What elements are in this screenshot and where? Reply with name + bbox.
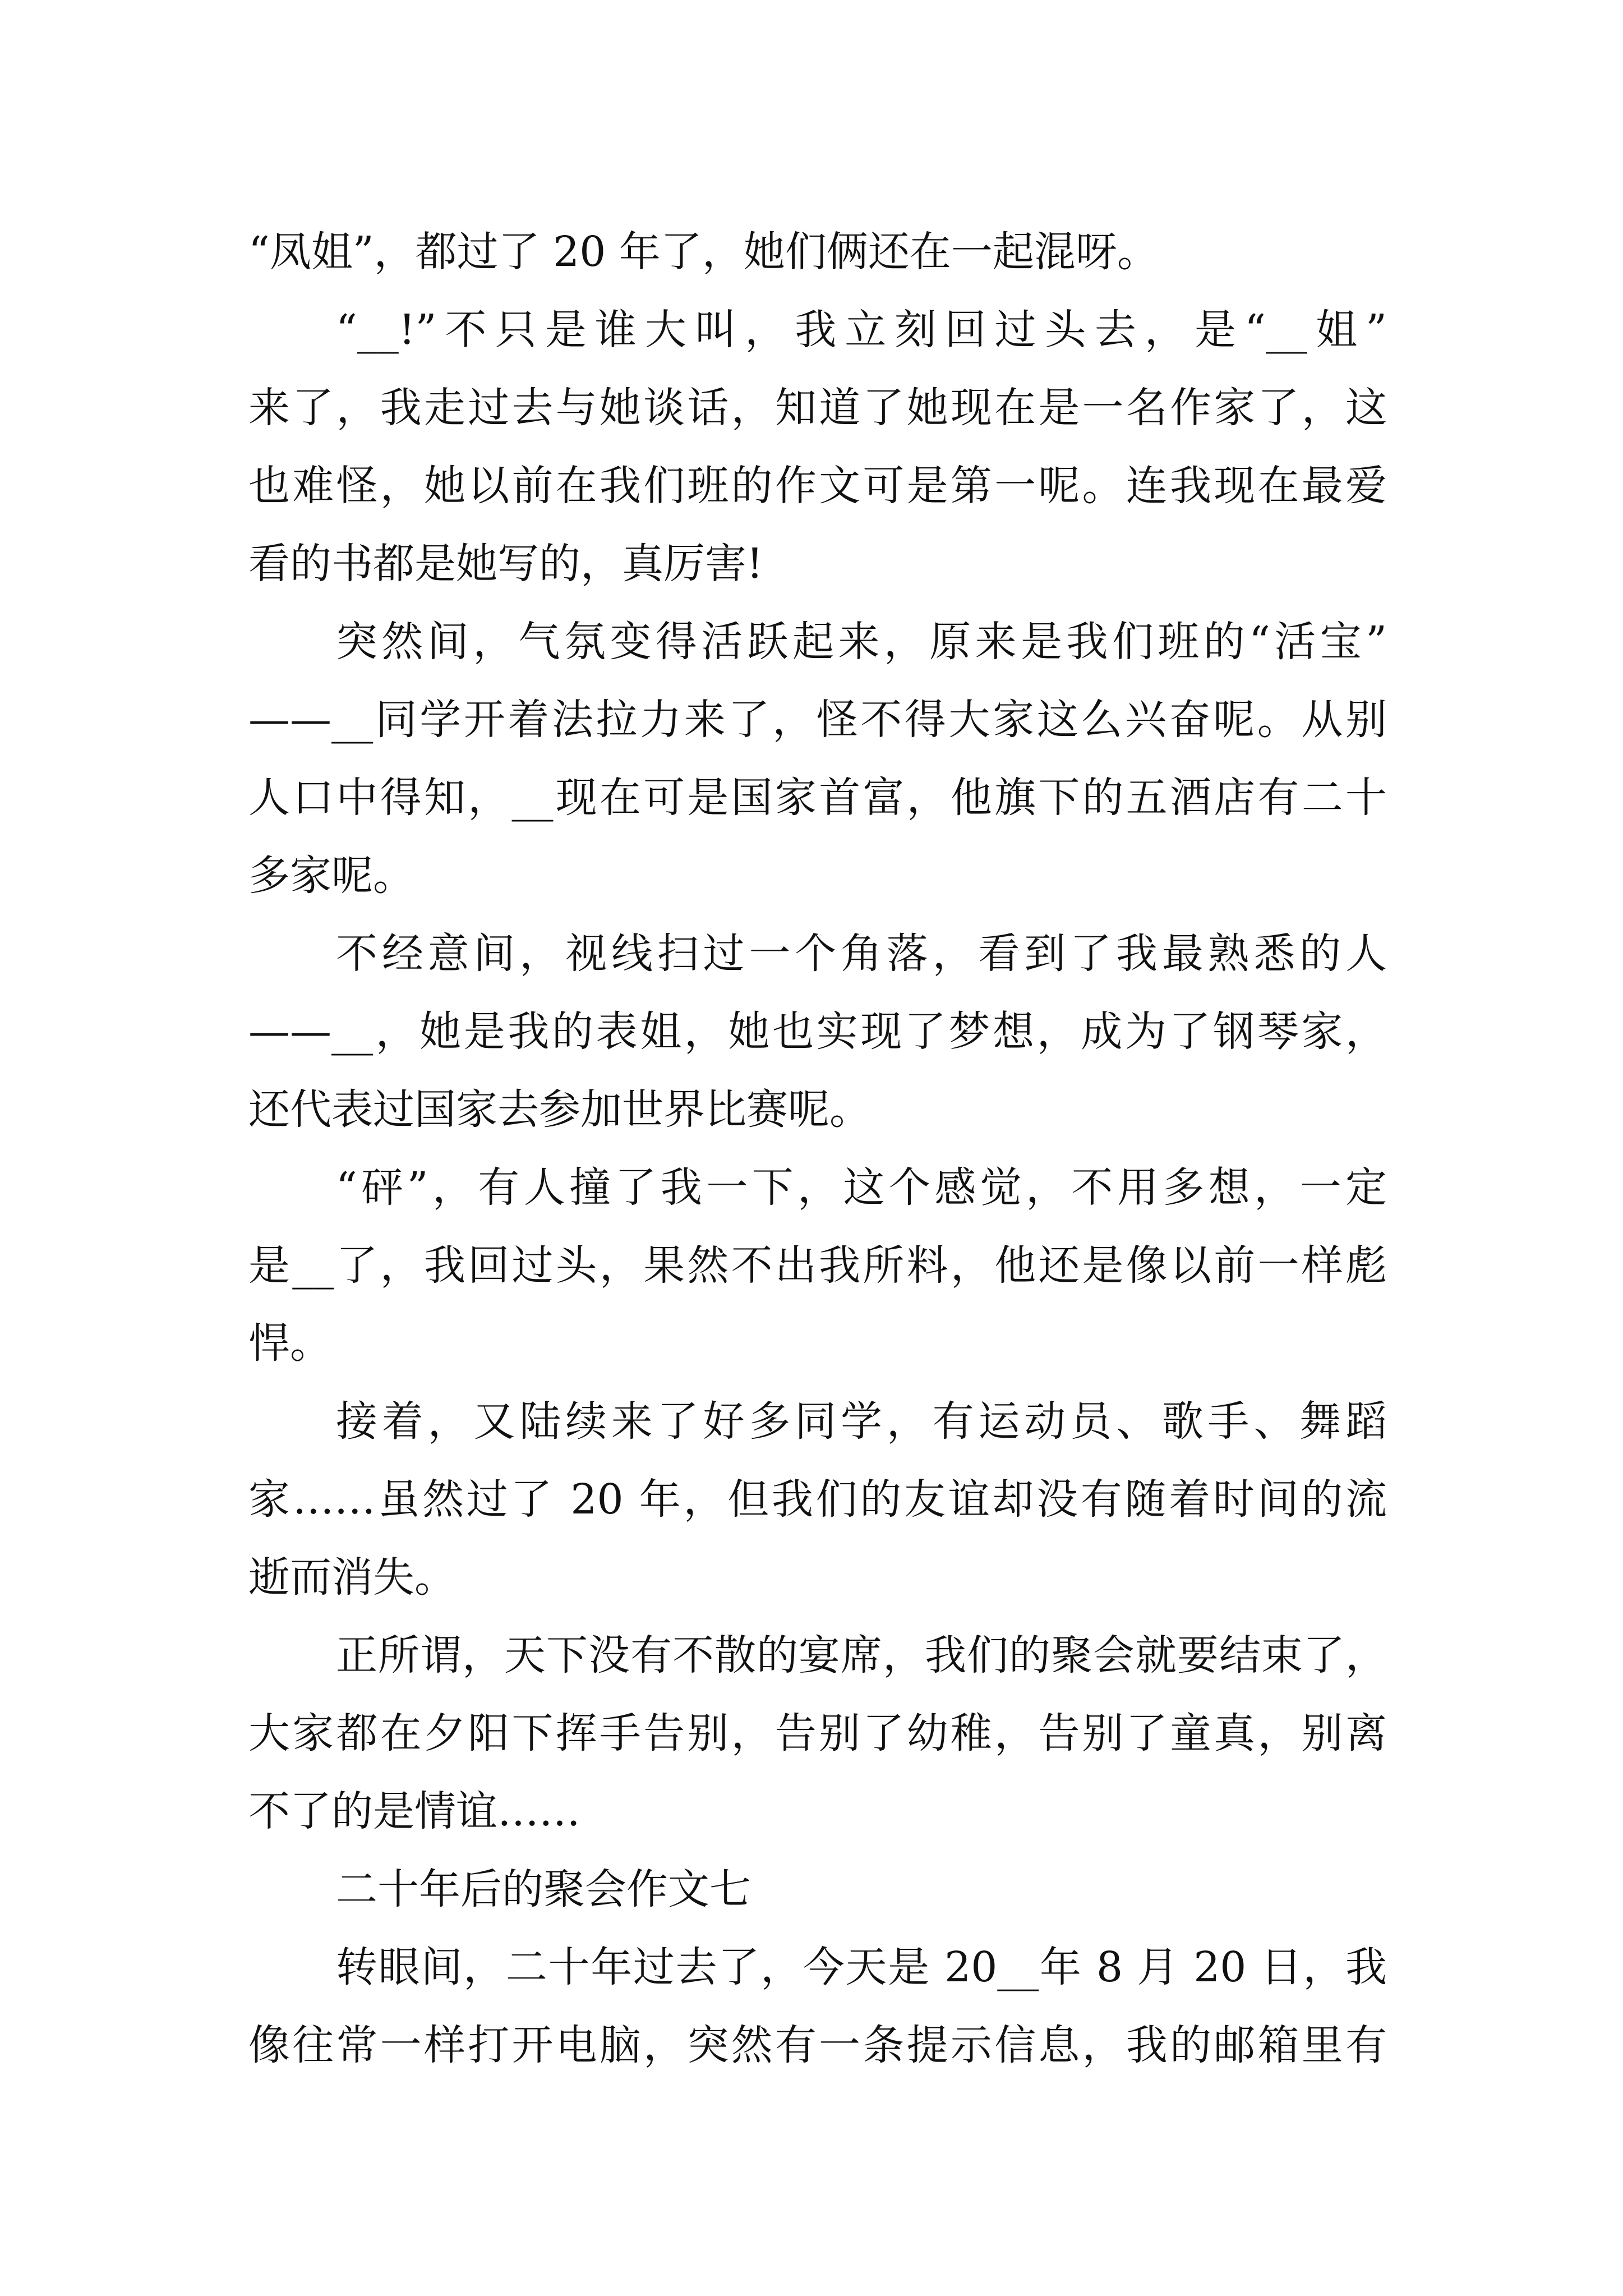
text-line: 悍。 (248, 1319, 331, 1368)
text-line: 接着，又陆续来了好多同学，有运动员、歌手、舞蹈 (336, 1397, 1387, 1446)
text-line: 转眼间，二十年过去了，今天是 20__年 8 月 20 日，我 (336, 1943, 1387, 1991)
text-line: 正所谓，天下没有不散的宴席，我们的聚会就要结束了， (336, 1631, 1387, 1680)
text-line: 不经意间，视线扫过一个角落，看到了我最熟悉的人 (336, 930, 1387, 978)
paragraph (248, 603, 1387, 915)
paragraph (248, 1929, 1387, 2085)
essay-text (248, 213, 1387, 2085)
text-line: 像往常一样打开电脑，突然有一条提示信息，我的邮箱里有 (248, 2021, 1387, 2069)
paragraph (248, 915, 1387, 1149)
paragraph (248, 291, 1387, 603)
text-line: “砰”，有人撞了我一下，这个感觉，不用多想，一定 (336, 1163, 1387, 1212)
paragraph (248, 213, 1387, 291)
text-line: 人口中得知，__现在可是国家首富，他旗下的五酒店有二十 (248, 774, 1387, 822)
text-line: 不了的是情谊…… (248, 1787, 580, 1835)
text-line: 多家呢。 (248, 852, 414, 900)
paragraph (248, 1383, 1387, 1617)
text-line: 家……虽然过了 20 年，但我们的友谊却没有随着时间的流 (248, 1475, 1387, 1524)
text-line: “凤姐”，都过了 20 年了，她们俩还在一起混呀。 (248, 228, 1159, 276)
text-line: 大家都在夕阳下挥手告别，告别了幼稚，告别了童真，别离 (248, 1709, 1387, 1757)
text-line: ——__同学开着法拉力来了，怪不得大家这么兴奋呢。从别 (248, 696, 1387, 744)
text-line: 突然间，气氛变得活跃起来，原来是我们班的“活宝” (336, 618, 1387, 666)
paragraph (248, 1149, 1387, 1383)
text-line: 还代表过国家去参加世界比赛呢。 (248, 1085, 871, 1134)
text-line: “__!”不只是谁大叫，我立刻回过头去，是“__姐” (336, 306, 1387, 354)
text-line: 逝而消失。 (248, 1553, 456, 1602)
paragraph (248, 1617, 1387, 1851)
text-line: 是__了，我回过头，果然不出我所料，他还是像以前一样彪 (248, 1241, 1387, 1290)
text-line: 来了，我走过去与她谈话，知道了她现在是一名作家了，这 (248, 384, 1387, 432)
text-line: 也难怪，她以前在我们班的作文可是第一呢。连我现在最爱 (248, 462, 1387, 510)
paragraph (248, 1851, 1387, 1929)
text-line: 看的书都是她写的，真厉害! (248, 540, 763, 588)
text-line: ——__，她是我的表姐，她也实现了梦想，成为了钢琴家， (248, 1007, 1387, 1056)
text-line: 二十年后的聚会作文七 (336, 1865, 751, 1913)
